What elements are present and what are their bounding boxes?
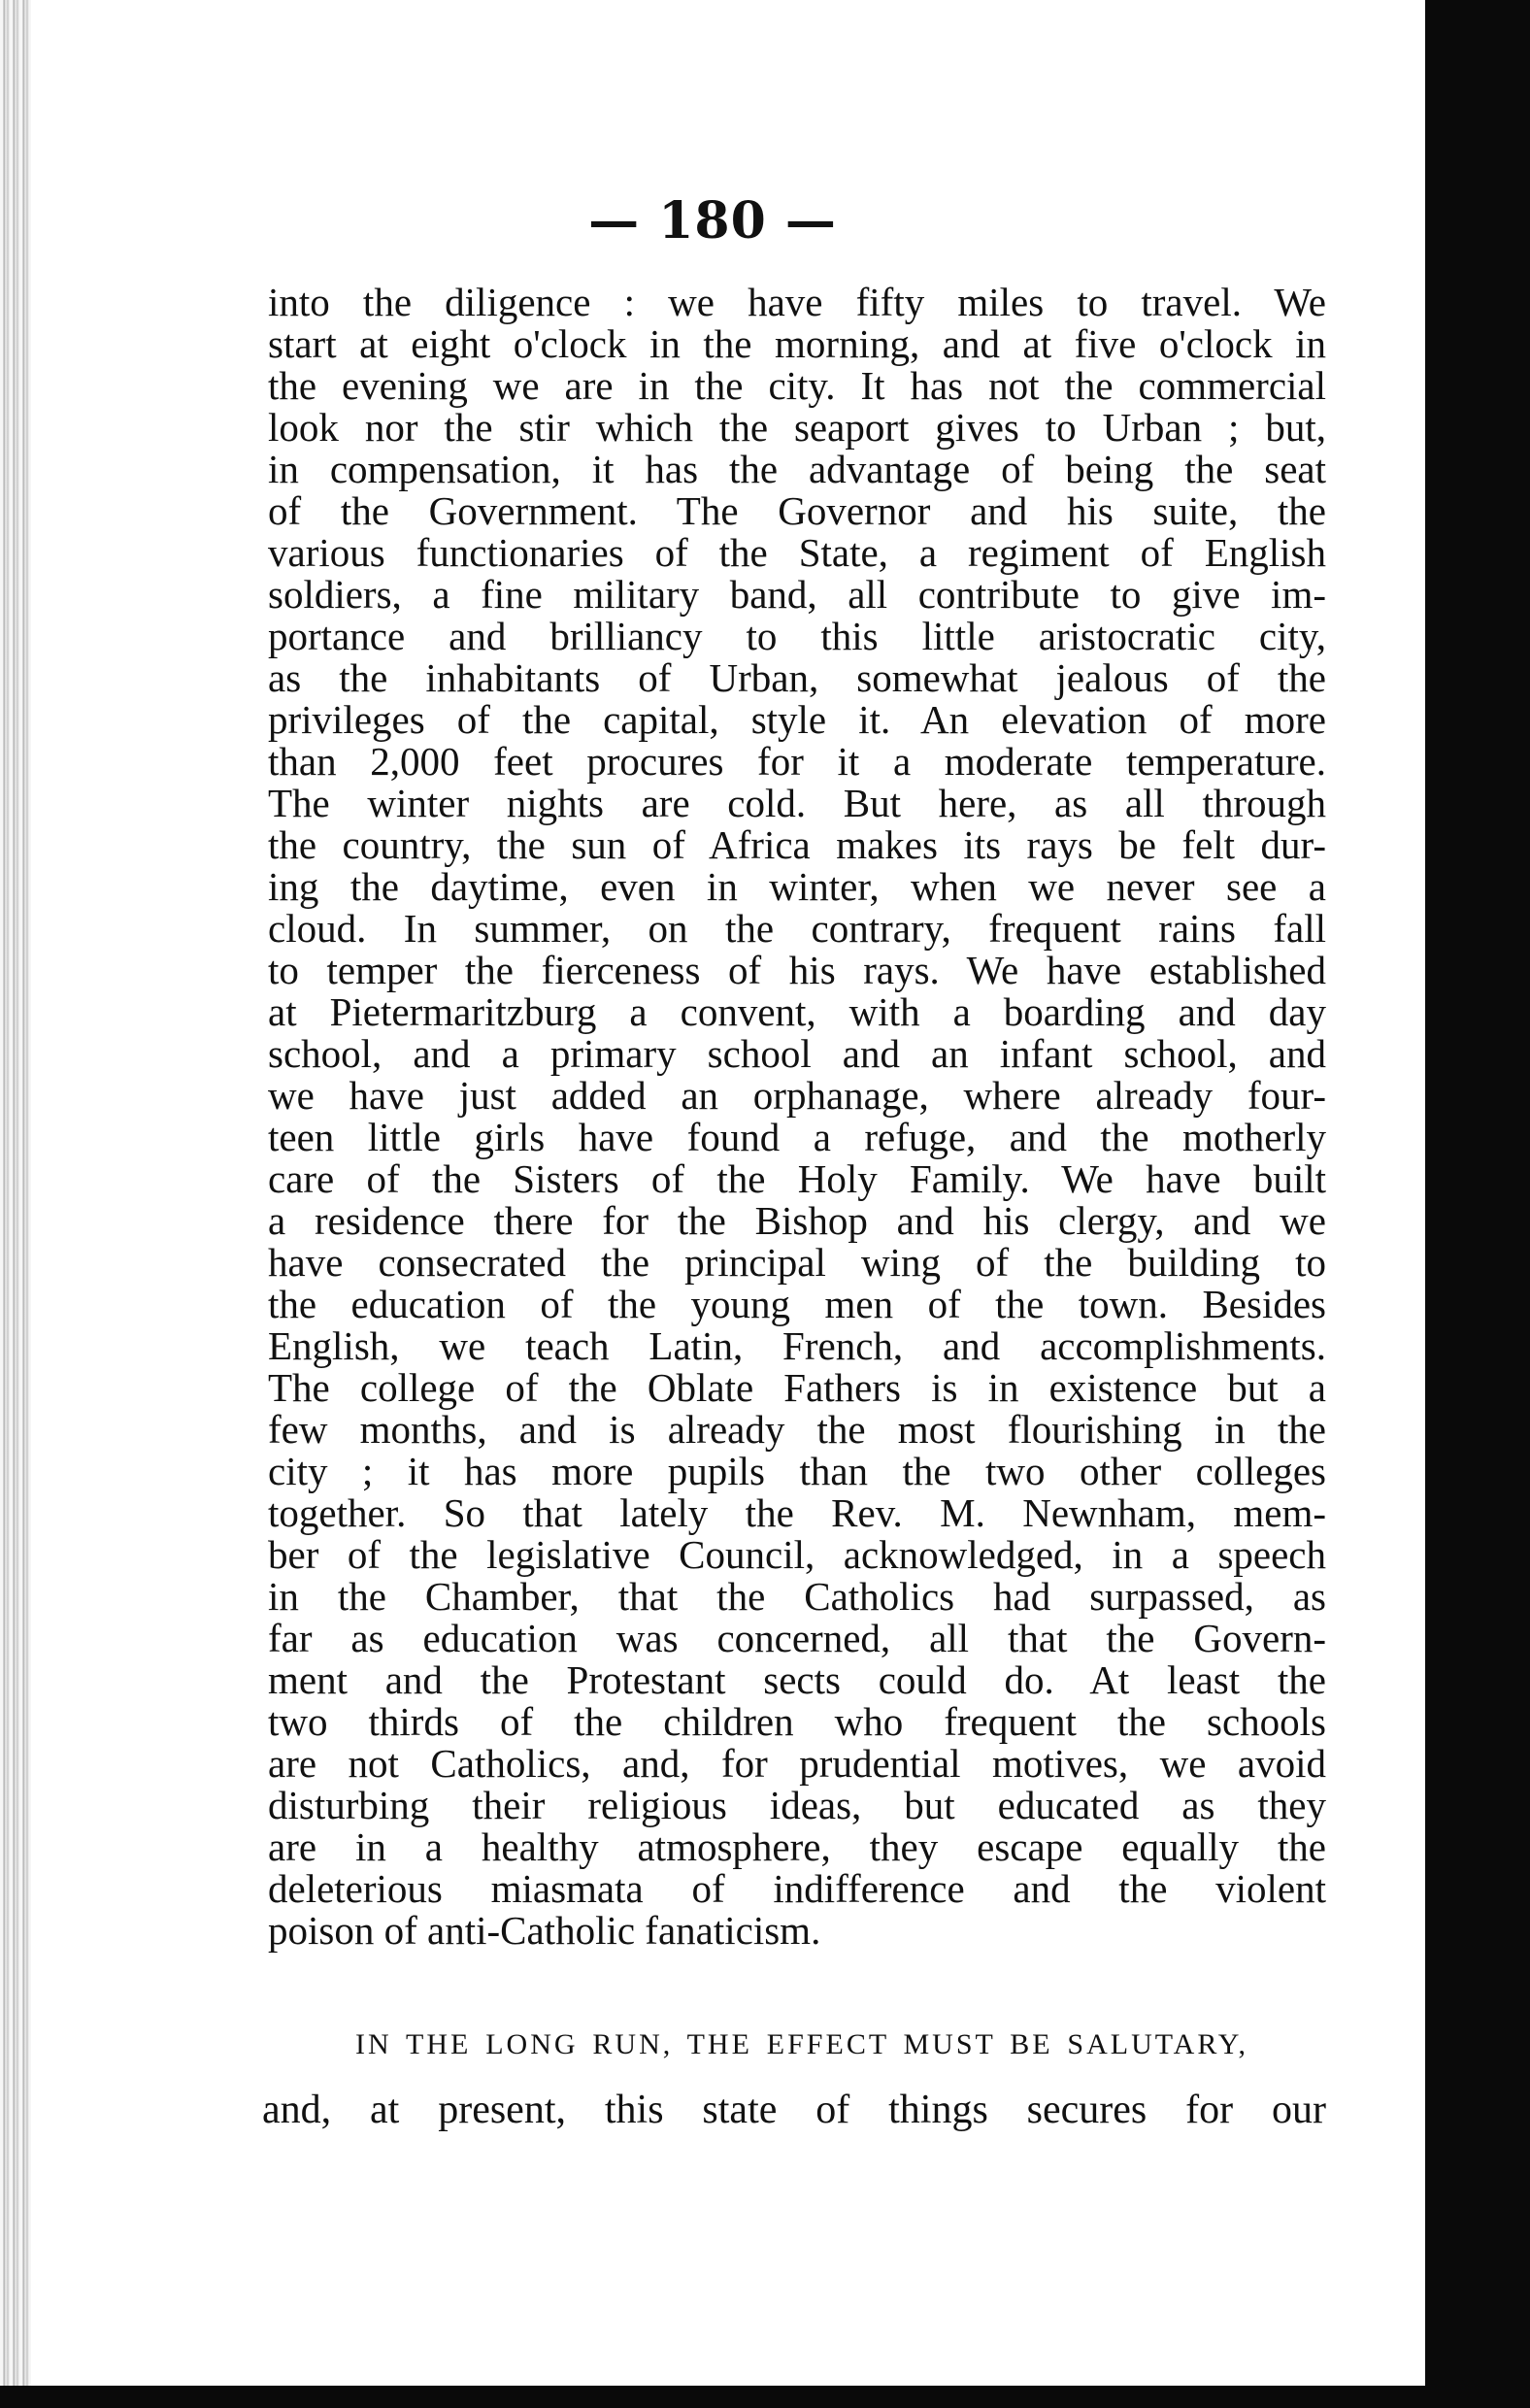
text-line: ing the daytime, even in winter, when we never see a [268, 864, 1326, 909]
page-number: — 180 — [588, 191, 837, 251]
text-line: a residence there for the Bishop and his clergy, and we [268, 1198, 1326, 1243]
text-line: portance and brilliancy to this little aristocratic city, [268, 614, 1326, 658]
section-heading: IN THE LONG RUN, THE EFFECT MUST BE SALUTARY, [355, 2028, 1248, 2060]
text-line: far as education was concerned, all that the Govern- [268, 1616, 1326, 1660]
text-line: The winter nights are cold. But here, as all through [268, 781, 1326, 825]
text-line: various functionaries of the State, a regiment of English [268, 530, 1326, 575]
text-line: the country, the sun of Africa makes its rays be felt dur- [268, 822, 1326, 867]
text-line: together. So that lately the Rev. M. Newnham, mem- [268, 1490, 1326, 1535]
text-line: two thirds of the children who frequent the schools [268, 1699, 1326, 1744]
text-line: The college of the Oblate Fathers is in existence but a [268, 1365, 1326, 1410]
text-line: the evening we are in the city. It has not the commercial [268, 363, 1326, 408]
body-text [268, 282, 1326, 1952]
binding-edge [0, 0, 31, 2386]
scan-border-right [1425, 0, 1530, 2408]
text-line: cloud. In summer, on the contrary, frequent rains fall [268, 906, 1326, 951]
text-line: in the Chamber, that the Catholics had surpassed, as [268, 1574, 1326, 1619]
text-line: start at eight o'clock in the morning, and at five o'clock in [268, 321, 1326, 366]
continuation-line: and, at present, this state of things secures for our [262, 2088, 1326, 2132]
text-line: we have just added an orphanage, where already four- [268, 1073, 1326, 1118]
text-line: city ; it has more pupils than the two other colleges [268, 1449, 1326, 1493]
text-line: privileges of the capital, style it. An elevation of more [268, 697, 1326, 742]
text-line: poison of anti-Catholic fanaticism. [268, 1908, 821, 1953]
text-line: few months, and is already the most flourishing in the [268, 1407, 1326, 1452]
text-line: care of the Sisters of the Holy Family. We have built [268, 1156, 1326, 1201]
text-line: into the diligence : we have fifty miles to travel. We [268, 280, 1326, 324]
text-line: are in a healthy atmosphere, they escape equally the [268, 1824, 1326, 1869]
text-line: are not Catholics, and, for prudential motives, we avoid [268, 1741, 1326, 1786]
text-line: than 2,000 feet procures for it a moderate temperature. [268, 739, 1326, 784]
text-line: at Pietermaritzburg a convent, with a boarding and day [268, 989, 1326, 1034]
text-line: soldiers, a fine military band, all contribute to give im- [268, 572, 1326, 617]
text-line: teen little girls have found a refuge, and the motherly [268, 1115, 1326, 1159]
text-line: ber of the legislative Council, acknowledged, in a speech [268, 1532, 1326, 1577]
text-line: in compensation, it has the advantage of being the seat [268, 447, 1326, 491]
text-line: to temper the fierceness of his rays. We have established [268, 948, 1326, 992]
scan-border-bottom [0, 2386, 1530, 2408]
text-line: as the inhabitants of Urban, somewhat jealous of the [268, 655, 1326, 700]
text-line: ment and the Protestant sects could do. At least the [268, 1657, 1326, 1702]
text-line: English, we teach Latin, French, and accomplishments. [268, 1323, 1326, 1368]
text-line: of the Government. The Governor and his suite, the [268, 488, 1326, 533]
text-line: the education of the young men of the town. Besides [268, 1282, 1326, 1326]
text-line: deleterious miasmata of indifference and the violent [268, 1866, 1326, 1911]
text-line: look nor the stir which the seaport gives to Urban ; but, [268, 405, 1326, 450]
text-line: disturbing their religious ideas, but educated as they [268, 1783, 1326, 1827]
text-line: have consecrated the principal wing of the building to [268, 1240, 1326, 1285]
text-line: school, and a primary school and an infant school, and [268, 1031, 1326, 1076]
